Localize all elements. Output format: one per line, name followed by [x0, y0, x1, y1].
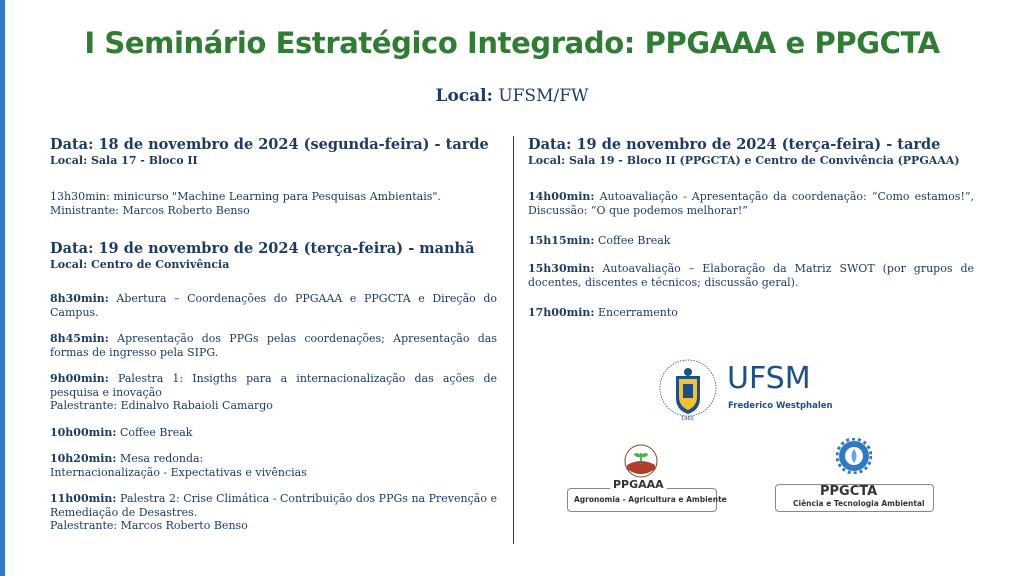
schedule-item: [528, 306, 974, 320]
day3-date: Data: 19 de novembro de 2024 (terça-feira) - tarde: [528, 136, 941, 153]
ppgcta-name: PPGCTA: [820, 484, 878, 499]
day1-place: Local: Sala 17 - Bloco II: [50, 154, 198, 167]
schedule-item-time: 17h00min:: [528, 306, 595, 319]
ppgaaa-emblem-icon: [621, 443, 661, 479]
schedule-item-text: Coffee Break: [120, 426, 193, 439]
schedule-item-text: Abertura – Coordenações do PPGAAA e PPGCTA e Direção do Campus.: [50, 292, 497, 319]
schedule-item-time: 14h00min:: [528, 190, 595, 203]
schedule-item: [50, 426, 497, 440]
day2-header: [50, 240, 497, 272]
schedule-item-time: 8h30min:: [50, 292, 109, 305]
ppgcta-subtitle: Ciência e Tecnologia Ambiental: [793, 499, 925, 508]
schedule-item-text: 13h30min: minicurso "Machine Learning para Pesquisas Ambientais".: [50, 190, 441, 203]
schedule-item-text: Encerramento: [598, 306, 678, 319]
event-location-value: UFSM/FW: [498, 86, 589, 106]
schedule-item: [50, 332, 497, 359]
schedule-item-time: 8h45min:: [50, 332, 109, 345]
ppgaaa-name: PPGAAA: [610, 478, 667, 491]
schedule-item-text: Autoavaliação – Elaboração da Matriz SWOT (por grupos de docentes, discentes e técnicos; discussão geral).: [528, 262, 974, 289]
schedule-item: [50, 492, 497, 533]
event-location: [0, 86, 1024, 106]
ufsm-seal-year: 1960: [681, 416, 694, 422]
day3-header: [528, 136, 974, 168]
schedule-item: [50, 190, 497, 217]
schedule-item-text: Apresentação dos PPGs pelas coordenações; Apresentação das formas de ingresso pela SIPG.: [50, 332, 497, 359]
schedule-item-time: 10h20min:: [50, 452, 117, 465]
ppgcta-gear-icon: [836, 438, 872, 474]
schedule-item-time: 15h30min:: [528, 262, 595, 275]
schedule-item: [50, 372, 497, 413]
ufsm-logo-subtitle: Frederico Westphalen: [728, 401, 833, 411]
schedule-item-text: Coffee Break: [598, 234, 671, 247]
schedule-item-text: Palestra 1: Insigths para a internacionalização das ações de pesquisa e inovação: [50, 372, 497, 399]
schedule-item-subtext: Internacionalização - Expectativas e vivências: [50, 465, 307, 479]
ufsm-seal-logo: [655, 354, 721, 426]
schedule-item-time: 11h00min:: [50, 492, 117, 505]
schedule-item-speaker: Palestrante: Marcos Roberto Benso: [50, 519, 248, 532]
day1-date: Data: 18 de novembro de 2024 (segunda-feira) - tarde: [50, 136, 489, 153]
schedule-item-time: 10h00min:: [50, 426, 117, 439]
schedule-item: [528, 262, 974, 289]
schedule-item-time: 15h15min:: [528, 234, 595, 247]
day2-date: Data: 19 de novembro de 2024 (terça-feira) - manhã: [50, 240, 475, 257]
column-divider: [513, 136, 514, 544]
schedule-item: [50, 452, 497, 479]
schedule-item-text: Autoavaliação - Apresentação da coordenação: “Como estamos!”, Discussão: “O que podemos melhorar!”: [528, 190, 974, 217]
schedule-item-speaker: Palestrante: Edinalvo Rabaioli Camargo: [50, 399, 273, 412]
schedule-item: [528, 190, 974, 217]
day2-place: Local: Centro de Convivência: [50, 258, 230, 271]
page-title: I Seminário Estratégico Integrado: PPGAAA e PPGCTA: [84, 26, 940, 60]
ppgcta-logo-box: [775, 484, 934, 512]
ppgaaa-logo-box: [567, 488, 727, 512]
schedule-item-speaker: Ministrante: Marcos Roberto Benso: [50, 203, 250, 217]
schedule-item-time: 9h00min:: [50, 372, 109, 385]
day3-place: Local: Sala 19 - Bloco II (PPGCTA) e Centro de Convivência (PPGAAA): [528, 154, 960, 167]
event-location-label: Local:: [435, 86, 493, 106]
ufsm-logo-text: UFSM: [727, 361, 811, 396]
ppgaaa-subtitle: Agronomia - Agricultura e Ambiente: [574, 495, 727, 504]
schedule-item-text: Mesa redonda:: [120, 452, 204, 465]
schedule-item-text: Palestra 2: Crise Climática - Contribuição dos PPGs na Prevenção e Remediação de Desastres.: [50, 492, 498, 519]
schedule-item: [528, 234, 974, 248]
schedule-item: [50, 292, 497, 319]
day1-header: [50, 136, 497, 168]
